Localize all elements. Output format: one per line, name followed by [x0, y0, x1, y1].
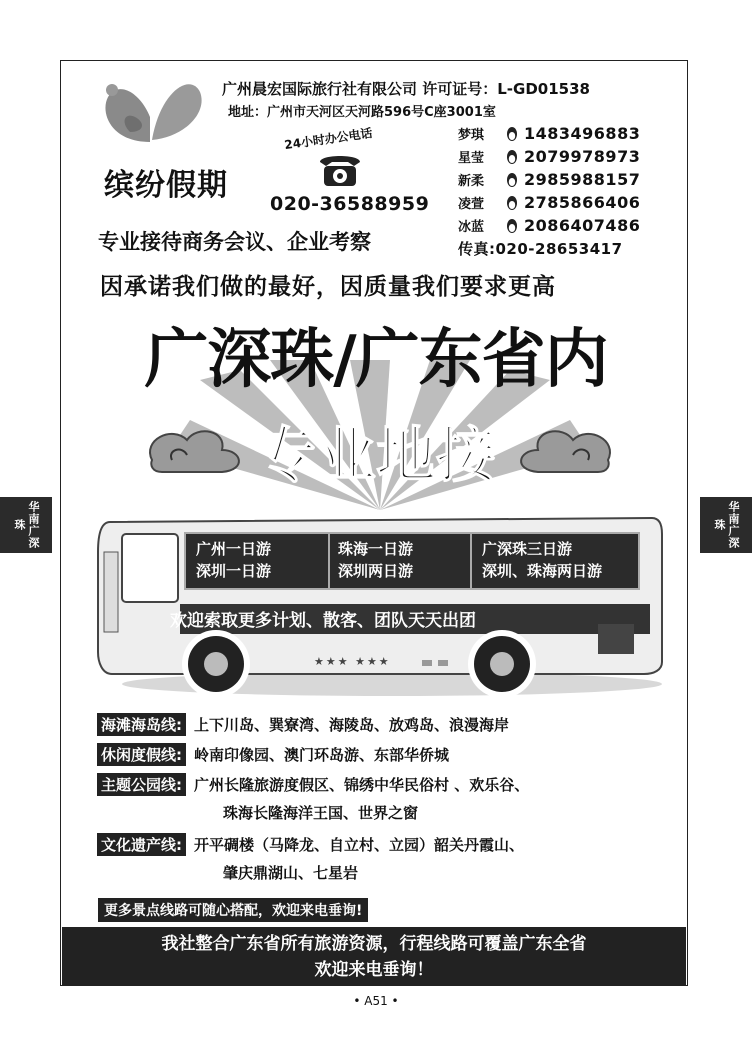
- route-column: [330, 534, 472, 588]
- company-name-line: 广州晨宏国际旅行社有限公司 许可证号：L-GD01538: [222, 80, 590, 98]
- fax-row: [458, 237, 640, 260]
- line-text: 珠海长隆海洋王国、世界之窗: [223, 803, 419, 822]
- line-category: 文化遗产线:: [97, 833, 186, 856]
- route-item: 广深珠三日游: [482, 540, 573, 558]
- line-row-continued: [97, 797, 529, 827]
- side-tab-right: [700, 497, 752, 553]
- route-column: [472, 534, 638, 588]
- route-column: [186, 534, 330, 588]
- route-item: 广州一日游: [196, 540, 272, 558]
- line-row-continued: [97, 857, 529, 887]
- contact-number: 2985988157: [524, 170, 641, 189]
- contact-name: 凌萱: [458, 197, 485, 212]
- line-list: [97, 711, 529, 887]
- contact-row: [458, 122, 640, 145]
- telephone-icon: [316, 152, 364, 188]
- footer-line1: 我社整合广东省所有旅游资源，行程线路可覆盖广东全省: [161, 934, 587, 954]
- route-item: 深圳、珠海两日游: [482, 562, 603, 580]
- line-category: 休闲度假线:: [97, 743, 186, 766]
- route-item: 深圳一日游: [196, 562, 272, 580]
- route-item: 珠海一日游: [338, 540, 414, 558]
- contact-name: 星莹: [458, 151, 485, 166]
- contact-name: 冰蓝: [458, 220, 485, 235]
- line-text: 开平碉楼（马降龙、自立村、立园）韶关丹霞山、: [194, 835, 525, 854]
- butterfly-logo-icon: [100, 72, 210, 152]
- bus-stars: ★★★ ★★★: [314, 655, 391, 668]
- headline-line2: 专业地接: [256, 421, 496, 491]
- line-category: 主题公园线:: [97, 773, 186, 796]
- line-text: 广州长隆旅游度假区、锦绣中华民俗村 、欢乐谷、: [194, 775, 530, 794]
- contact-row: [458, 168, 640, 191]
- page-number: • A51 •: [353, 994, 399, 1008]
- bus-banner: 欢迎索取更多计划、散客、团队天天出团: [170, 611, 476, 631]
- business-slogan: 专业接待商务会议、企业考察: [98, 230, 371, 254]
- quality-slogan: 因承诺我们做的最好，因质量我们要求更高: [100, 274, 556, 300]
- contact-number: 2079978973: [524, 147, 641, 166]
- line-row: [97, 741, 529, 767]
- contact-name: 梦琪: [458, 128, 485, 143]
- contact-number: 2785866406: [524, 193, 641, 212]
- side-tab-left: [0, 497, 52, 553]
- qq-penguin-icon: [504, 195, 520, 211]
- hotline-label: 24小时办公电话: [283, 125, 374, 153]
- headline-line1: 广深珠/广东省内: [144, 323, 608, 397]
- line-text: 肇庆鼎湖山、七星岩: [223, 863, 359, 882]
- brand-name: 缤纷假期: [104, 168, 228, 203]
- footer-banner: [62, 927, 686, 985]
- line-category: 海滩海岛线:: [97, 713, 186, 736]
- line-text: 上下川岛、巽寮湾、海陵岛、放鸡岛、浪漫海岸: [194, 715, 510, 734]
- contact-number: 1483496883: [524, 124, 641, 143]
- more-routes-note: 更多景点线路可随心搭配，欢迎来电垂询!: [98, 898, 368, 922]
- route-board: [184, 532, 640, 590]
- qq-penguin-icon: [504, 149, 520, 165]
- side-tab-text: 华南广深珠: [713, 501, 740, 549]
- contact-list: [458, 122, 640, 260]
- route-item: 深圳两日游: [338, 562, 414, 580]
- line-text: 岭南印像园、澳门环岛游、东部华侨城: [194, 745, 450, 764]
- line-row: [97, 831, 529, 857]
- line-row: [97, 771, 529, 797]
- contact-row: [458, 145, 640, 168]
- line-row: [97, 711, 529, 737]
- contact-row: [458, 191, 640, 214]
- fax-number: 传真:020-28653417: [458, 240, 623, 258]
- qq-penguin-icon: [504, 126, 520, 142]
- footer-line2: 欢迎来电垂询！: [314, 960, 434, 980]
- qq-penguin-icon: [504, 218, 520, 234]
- qq-penguin-icon: [504, 172, 520, 188]
- contact-row: [458, 214, 640, 237]
- side-tab-text: 华南广深珠: [13, 501, 40, 549]
- company-address: 地址：广州市天河区天河路596号C座3001室: [228, 105, 496, 120]
- hotline-number: 020-36588959: [270, 193, 430, 215]
- contact-number: 2086407486: [524, 216, 641, 235]
- contact-name: 新柔: [458, 174, 485, 189]
